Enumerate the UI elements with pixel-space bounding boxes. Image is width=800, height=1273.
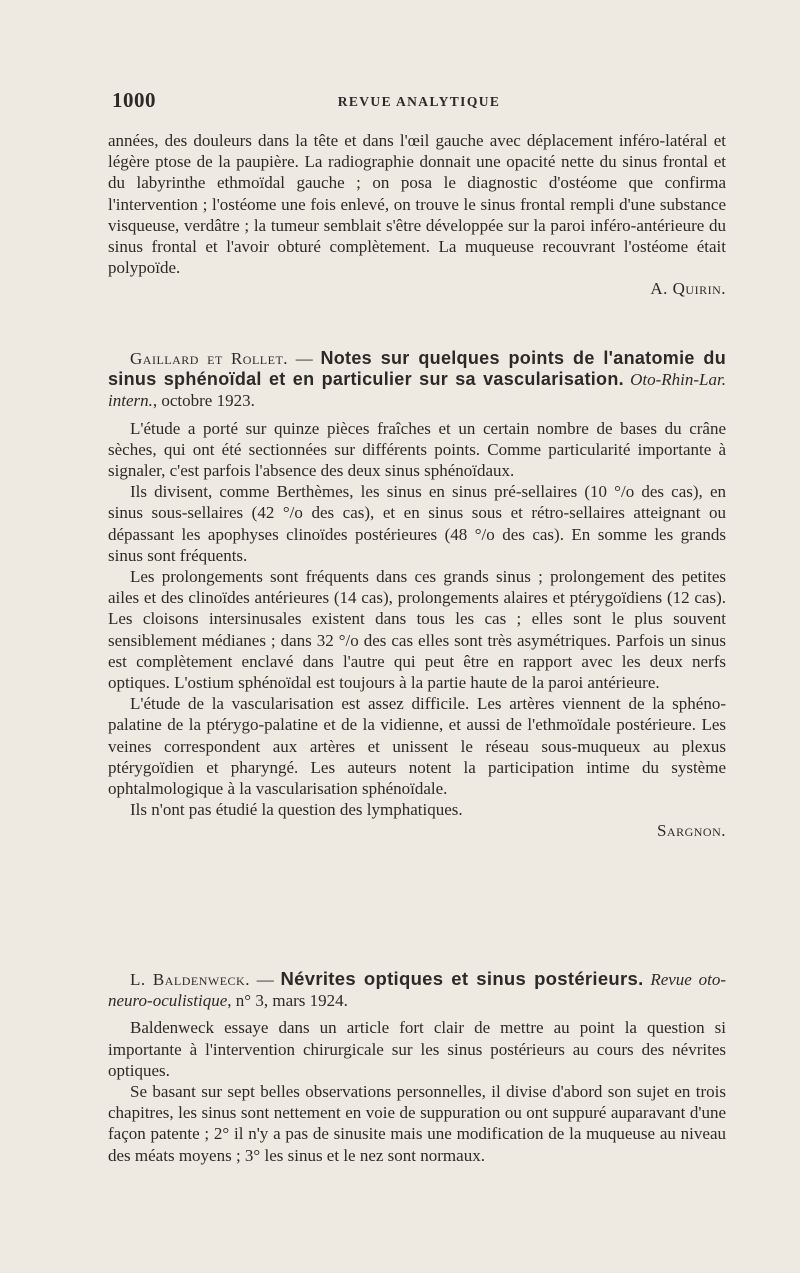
page-header <box>112 88 726 116</box>
article-paragraph: Ils divisent, comme Berthèmes, les sinus en sinus pré-sellaires (10 °/o des cas), en sinus sous-sellaires (42 °/o des cas), et en sinus sous et rétro-sellaires atteignant ou dépassant les apophyses clinoïdes postérieures (48 °/o des cas). En somme les grands sinus sont fréquents. <box>108 482 726 565</box>
article-journal: Revue oto-neuro-oculistique <box>108 970 726 1011</box>
article-title: Névrites optiques et sinus postérieurs. <box>280 968 644 989</box>
heading-dash: — <box>288 349 321 368</box>
article-journal: Oto-Rhin-Lar. intern. <box>108 370 726 411</box>
article-quirin-tail <box>108 130 726 300</box>
article-title: Notes sur quelques points de l'anatomie du sinus sphénoïdal et en particulier sur sa vascularisation. <box>108 348 727 390</box>
article-paragraph: L'étude a porté sur quinze pièces fraîches et un certain nombre de bases du crâne sèches, qui ont été sectionnées sur différents points. Comme particularité importante à signaler, c'est parfois l'absence des deux sinus sphénoïdaux. <box>108 418 726 481</box>
page-number: 1000 <box>112 88 156 112</box>
article-paragraph: L'étude de la vascularisation est assez difficile. Les artères viennent de la sphéno-palatine de la ptérygo-palatine et de la vidienne, et aussi de l'ethmoïdale postérieure. Les veines correspondent aux artères et unissent le réseau sous-muqueux au plexus ptérygoïdien et pharyngé. Les auteurs notent la participation intime du système ophtalmologique à la vascularisation sphénoïdale. <box>108 694 726 799</box>
article-heading <box>108 968 726 1011</box>
running-title: REVUE ANALYTIQUE <box>337 94 501 109</box>
article-baldenweck <box>108 968 726 1166</box>
article-paragraph: Les prolongements sont fréquents dans ces grands sinus ; prolongement des petites ailes et des clinoïdes antérieures (14 cas), prolongements alaires et ptérygoïdiens (12 cas). Les cloisons intersinusales existent dans tous les cas ; elles sont le plus souvent sensiblement médianes ; dans 32 °/o des cas elles sont très asymétriques. Parfois un sinus est complètement enclavé dans l'autre qui peut être en rapport avec les deux nerfs optiques. L'ostium sphénoïdal est toujours à la partie haute de la paroi antérieure. <box>108 567 726 693</box>
article-quirin-paragraph: années, des douleurs dans la tête et dans l'œil gauche avec déplacement inféro-latéral et légère ptose de la paupière. La radiographie donnait une opacité nette du sinus frontal et du labyrinthe ethmoïdal gauche ; on posa le diagnostic d'ostéome que confirma l'intervention ; l'ostéome une fois enlevé, on trouve le sinus frontal rempli d'une substance visqueuse, verdâtre ; la tumeur semblait s'être développée sur la paroi inféro-antérieure du sinus frontal et l'avoir obturé complètement. La muqueuse recouvrant l'ostéome était polypoïde. <box>108 131 726 278</box>
article-authors: L. Baldenweck. <box>130 970 250 989</box>
article-quirin-signature: A. Quirin. <box>650 279 726 299</box>
article-authors: Gaillard et Rollet. <box>130 349 289 368</box>
article-date: , octobre 1923. <box>152 391 255 411</box>
article-date: , n° 3, mars 1924. <box>227 991 348 1011</box>
heading-dash: — <box>249 970 281 989</box>
article-paragraph: Se basant sur sept belles observations personnelles, il divise d'abord son sujet en trois chapitres, les sinus sont nettement en voie de suppuration ou ont suppuré auparavant d'une façon patente ; 2° il n'y a pas de sinusite mais une modification de la muqueuse au niveau des méats moyens ; 3° les sinus et le nez sont normaux. <box>108 1082 726 1165</box>
article-paragraph: Ils n'ont pas étudié la question des lymphatiques. <box>130 800 463 820</box>
article-heading <box>108 348 726 412</box>
article-paragraph: Baldenweck essaye dans un article fort clair de mettre au point la question si importante à l'intervention chirurgicale sur les sinus postérieurs au cours des névrites optiques. <box>108 1018 726 1080</box>
article-signature: Sargnon. <box>656 821 726 841</box>
article-gaillard-rollet <box>108 348 726 842</box>
